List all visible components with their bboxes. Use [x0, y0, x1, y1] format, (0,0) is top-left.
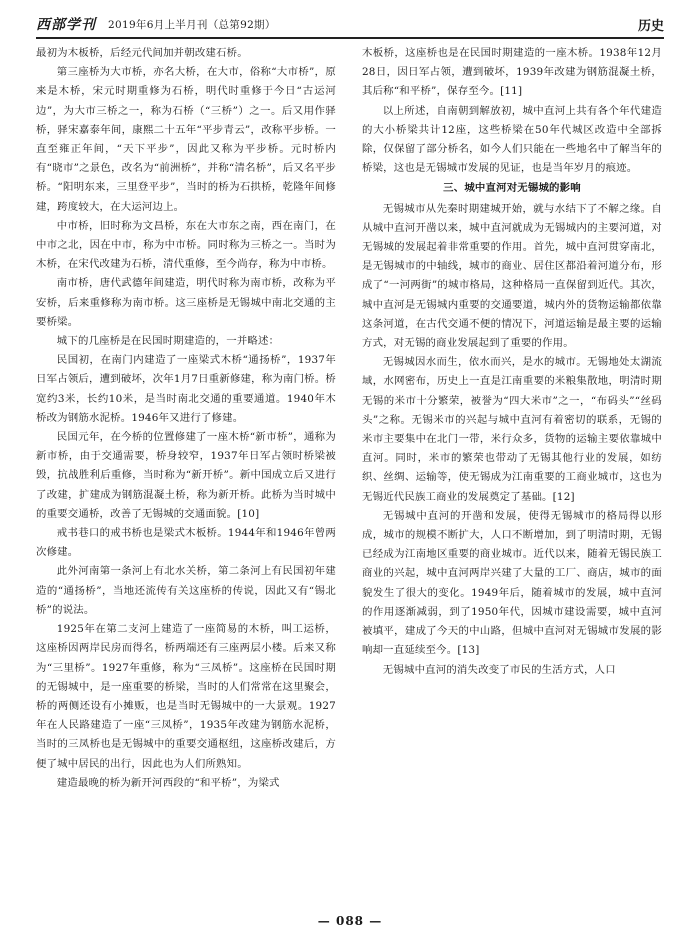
paragraph: 无锡城中直河的消失改变了市民的生活方式，人口: [382, 663, 616, 676]
paragraph: 中市桥，旧时称为文昌桥，东在大市东之南，西在南门，在中市之北，因在中市，称为中市桥。同时称为三桥之一。当时为木桥，在宋代改建为石桥，清代重修，至今尚存，称为中市桥。: [36, 219, 336, 271]
section-heading: 三、城中直河对无锡城的影响: [443, 182, 581, 195]
left-column: [36, 44, 336, 884]
paragraph: 无锡城中直河的开凿和发展，使得无锡城市的格局得以形成，城市的规模不断扩大，人口不断增加，到了明清时期，无锡已经成为江南地区重要的商业城市。近代以来，随着无锡民族工商业的兴起，城中直河两岸兴建了大量的工厂、商店，城市的面貌发生了很大的变化。1949年后，随着城市的发展，城中直河的作用逐渐减弱，到了1950年代，因城市建设需要，城中直河被填平，建成了今天的中山路，但城中直河对无锡城市发展的影响却一直延续至今。[13]: [362, 509, 662, 657]
paragraph: 第三座桥为大市桥，亦名大桥，在大市，俗称“大市桥”，原来是木桥，宋元时期重修为石桥，明代时重修于今日“古运河边”，为大市三桥之一，称为石桥（“三桥”）之一。后又用作驿桥，驿宋嘉泰年间，康熙二十五年“平步青云”，改称平步桥。一直至雍正年间，“天下平步”，因此又称为平步桥。元时桥内有“晓市”之景色，改名为“前洲桥”，并称“清名桥”，后又名平步桥。“阳明东来，三里登平步”，当时的桥为石拱桥，乾隆年间修建，跨度较大，在大运河边上。: [36, 66, 336, 213]
paragraph: 南市桥，唐代武德年间建造，明代时称为南市桥，改称为平安桥，后来重修称为南市桥。这三座桥是无锡城中南北交通的主要桥梁。: [36, 277, 336, 328]
header-rule: [36, 37, 664, 39]
section-title: 历史: [637, 19, 664, 34]
issue-info: 2019年6月上半月刊（总第92期）: [108, 19, 276, 31]
right-column: [362, 44, 662, 884]
paragraph: 城下的几座桥是在民国时期建造的，一并略述：: [56, 335, 280, 348]
paragraph: 民国初，在南门内建造了一座梁式木桥“通扬桥”，1937年日军占领后，遭到破坏，次年1月7日重新修建，称为南门桥。桥宽约3米，长约10米，是当时南北交通的重要通道。1940年木桥改为钢筋水泥桥。1946年又进行了修建。: [36, 354, 336, 424]
page-number: [0, 914, 700, 928]
paragraph: 以上所述，自南朝到解放初，城中直河上共有各个年代建造的大小桥梁共计12座，这些桥梁在50年代城区改造中全部拆除，仅保留了部分桥名，如今人们只能在一些地名中了解当年的桥梁，这也是无锡城市发展的见证，也是当年岁月的痕迹。: [362, 104, 662, 175]
paragraph: 建造最晚的桥为新开河西段的“和平桥”，为梁式: [56, 776, 280, 789]
page-header: [36, 14, 664, 34]
journal-name: 西部学刊: [36, 17, 96, 33]
paragraph: 此外河南第一条河上有北水关桥，第二条河上有民国初年建造的“通扬桥”，当地还流传有关这座桥的传说，因此又有“锡北桥”的说法。: [36, 565, 336, 616]
paragraph: 民国元年，在今桥的位置修建了一座木桥“新市桥”，通称为新市桥，由于交通需要，桥身较窄，1937年日军占领时桥梁被毁，抗战胜利后重修，当时称为“新开桥”。新中国成立后又进行了改建，扩建成为钢筋混凝土桥，称为新开桥。此桥为当时城中的重要交通桥，改善了无锡城的交通面貌。[10]: [36, 431, 336, 520]
paragraph: 木板桥，这座桥也是在民国时期建造的一座木桥。1938年12月28日，因日军占领，遭到破坏，1939年改建为钢筋混凝土桥，其后称“和平桥”，保存至今。[11]: [362, 47, 662, 98]
paragraph: 无锡城因水而生，依水而兴，是水的城市。无锡地处太湖流域，水网密布，历史上一直是江南重要的米粮集散地，明清时期无锡的米市十分繁荣，被誉为“四大米市”之一，“布码头”“丝码头”之称。无锡米市的兴起与城中直河有着密切的联系，无锡的米市主要集中在北门一带，米行众多，货物的运输主要依靠城中直河。同时，米市的繁荣也带动了无锡其他行业的发展，如纺织、丝绸、运输等，使无锡成为江南重要的工商业城市，这也为无锡近代民族工商业的发展奠定了基础。[12]: [362, 356, 662, 503]
paragraph: 1925年在第二支河上建造了一座简易的木桥，叫工运桥，这座桥因两岸民房而得名，桥两端还有三座两层小楼。后来又称为“三里桥”。1927年重修，称为“三凤桥”。这座桥在民国时期的无锡城中，是一座重要的桥梁，当时的人们常常在这里聚会，桥的两侧还设有小摊贩，也是当时无锡城中的一大景观。1927年在人民路建造了一座“三凤桥”，1935年改建为钢筋水泥桥，当时的三凤桥也是无锡城中的重要交通枢纽，这座桥改建后，方便了城中居民的出行，因此也为人们所熟知。: [36, 623, 336, 770]
page-number-text: — 088 —: [317, 914, 383, 928]
paragraph: 最初为木板桥，后经元代间加并朝改建石桥。: [36, 47, 248, 59]
paragraph: 戒书巷口的戒书桥也是梁式木板桥。1944年和1946年曾两次修建。: [36, 527, 336, 559]
paragraph: 无锡城市从先秦时期建城开始，就与水结下了不解之缘。自从城中直河开凿以来，城中直河就成为无锡城内的主要河道，对无锡城的发展起着非常重要的作用。首先，城中直河贯穿南北，是无锡城市的中轴线，城市的商业、居住区都沿着河道分布，形成了“一河两街”的城市格局，这种格局一直保留到近代。其次，城中直河是无锡城内重要的交通要道，城内外的货物运输都依靠这条河道，在古代交通不便的情况下，河道运输是最主要的运输方式，对无锡的商业发展起到了重要的作用。: [362, 202, 662, 350]
